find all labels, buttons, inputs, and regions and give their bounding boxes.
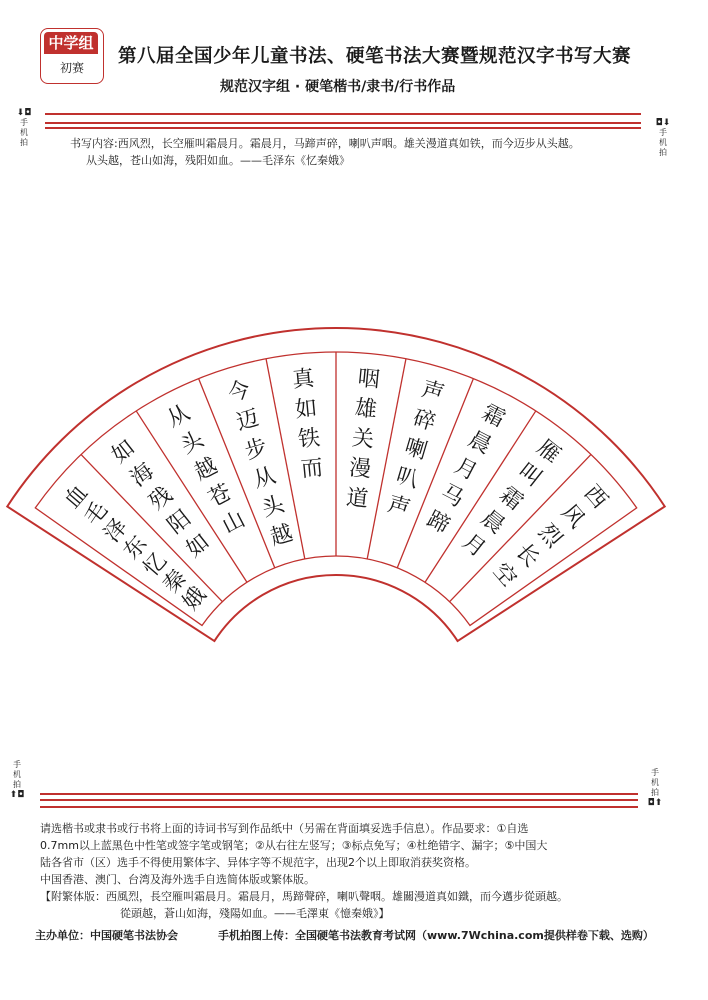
fan-character: 雄 xyxy=(353,395,378,423)
phone-marker-top-left: ⬇◘ 手 机 拍 xyxy=(16,108,32,147)
footer-organizer: 主办单位：中国硬笔书法协会 xyxy=(35,929,178,942)
fan-character: 叫 xyxy=(513,458,547,492)
fan-character: 晨 xyxy=(476,505,509,540)
bottom-rule-2 xyxy=(40,799,638,801)
fan-character: 娥 xyxy=(178,582,212,616)
phone-marker-bottom-right: 手 机 拍 ◘⬆ xyxy=(647,768,663,808)
fan-character: 关 xyxy=(350,425,376,453)
bottom-rule-1 xyxy=(40,793,638,795)
instructions-line-3: 陆各省市（区）选手不得使用繁体字、异体字等不规范字，出现2个以上即取消获奖资格。 xyxy=(40,856,476,869)
page-title: 第八届全国少年儿童书法、硬笔书法大赛暨规范汉字书写大赛 xyxy=(118,46,632,67)
instructions xyxy=(40,820,680,922)
fan-character: 碎 xyxy=(410,405,439,436)
fan-character: 月 xyxy=(450,453,482,486)
fan-character: 步 xyxy=(242,434,271,465)
fan-character: 东 xyxy=(119,531,153,565)
fan-character: 真 xyxy=(291,366,316,394)
bottom-rule-3 xyxy=(40,806,638,808)
fan-character: 叭 xyxy=(393,463,422,494)
fan-character: 漫 xyxy=(347,455,373,483)
instructions-line-1: 请选楷书或隶书或行书将上面的诗词书写到作品纸中（另需在背面填妥选手信息）。作品要求：①自选 xyxy=(40,822,529,835)
fan-character: 山 xyxy=(218,506,250,540)
fan-character: 雁 xyxy=(531,435,565,469)
traditional-line-2: 從頭越，蒼山如海，殘陽如血。——毛澤東《憶秦娥》】 xyxy=(120,907,390,920)
fan-character: 晨 xyxy=(464,426,496,460)
fan-frame xyxy=(7,328,665,641)
fan-character: 风 xyxy=(555,500,590,534)
fan-character: 铁 xyxy=(296,425,322,453)
content-line-2: 从头越，苍山如海，残阳如血。——毛泽东《忆秦娥》 xyxy=(86,154,350,167)
fan-character: 今 xyxy=(225,376,254,408)
fan-character: 声 xyxy=(418,376,447,408)
content-line-1: 西风烈，长空雁叫霜晨月。霜晨月，马蹄声碎，喇叭声咽。雄关漫道真如铁，而今迈步从头越。 xyxy=(117,137,580,150)
instructions-line-4: 中国香港、澳门、台湾及海外选手自选简体版或繁体版。 xyxy=(40,873,315,886)
fan-character: 蹄 xyxy=(422,506,454,540)
fan-character: 而 xyxy=(299,455,325,483)
badge-stage: 初赛 xyxy=(59,61,84,75)
fan-character: 马 xyxy=(436,480,468,513)
fan-character: 如 xyxy=(181,529,215,563)
phone-marker-top-right: ◘⬇ 手 机 拍 xyxy=(655,118,671,157)
fan-character: 苍 xyxy=(204,480,236,513)
camera-arrow-up-icon: ◘⬆ xyxy=(647,798,663,808)
fan-character: 声 xyxy=(384,491,413,523)
fan-character: 泽 xyxy=(99,514,133,548)
camera-arrow-down-icon: ◘⬇ xyxy=(655,118,671,128)
fan-character: 头 xyxy=(176,426,208,460)
fan-character: 西 xyxy=(578,480,613,514)
fan-character: 阳 xyxy=(163,505,196,540)
fan-character: 从 xyxy=(250,463,279,494)
fan-character: 迈 xyxy=(233,405,262,436)
content-label: 书写内容: xyxy=(70,137,118,150)
fan-character: 咽 xyxy=(356,366,381,394)
fan-character: 忆 xyxy=(138,548,173,582)
fan-character: 烈 xyxy=(533,519,567,553)
fan-character: 长 xyxy=(510,539,544,573)
fan-character: 道 xyxy=(345,485,370,513)
traditional-line-1: 【附繁体版：西風烈，長空雁叫霜晨月。霜晨月，馬蹄聲碎，喇叭聲咽。雄關漫道真如鐵，而今邁步從頭越。 xyxy=(40,890,568,903)
fan-character: 从 xyxy=(163,400,195,433)
fan-column xyxy=(291,366,324,483)
fan-character: 越 xyxy=(267,520,296,551)
fan-character: 霜 xyxy=(494,482,528,516)
fan-character: 如 xyxy=(107,435,141,469)
fan-character: 月 xyxy=(457,529,491,563)
fan-character: 残 xyxy=(144,482,178,516)
fan-character: 如 xyxy=(294,395,319,423)
fan-character: 毛 xyxy=(79,497,114,531)
arrow-up-camera-icon: ⬆◘ xyxy=(9,790,25,800)
fan-character: 喇 xyxy=(401,434,430,465)
fan-character: 霜 xyxy=(477,400,509,433)
fan-character: 空 xyxy=(487,558,522,592)
instructions-line-2: 0.7mm以上蓝黑色中性笔或签字笔或钢笔；②从右往左竖写；③标点免写；④杜绝错字、漏字；⑤中国大 xyxy=(40,839,548,852)
arrow-down-camera-icon: ⬇◘ xyxy=(16,108,32,118)
page-subtitle: 规范汉字组 · 硬笔楷书/隶书/行书作品 xyxy=(220,79,456,95)
fan-character: 海 xyxy=(125,458,159,492)
fan-character: 秦 xyxy=(158,565,192,599)
fan-column xyxy=(345,366,381,512)
badge-group: 中学组 xyxy=(44,32,98,54)
fan-character: 头 xyxy=(259,491,288,523)
footer-upload: 手机拍图上传：全国硬笔书法教育考试网（www.7Wchina.com提供样卷下载、选购） xyxy=(218,929,654,942)
fan-character: 血 xyxy=(59,480,94,514)
fan-character: 越 xyxy=(190,453,222,486)
phone-marker-bottom-left: 手 机 拍 ⬆◘ xyxy=(9,760,25,800)
